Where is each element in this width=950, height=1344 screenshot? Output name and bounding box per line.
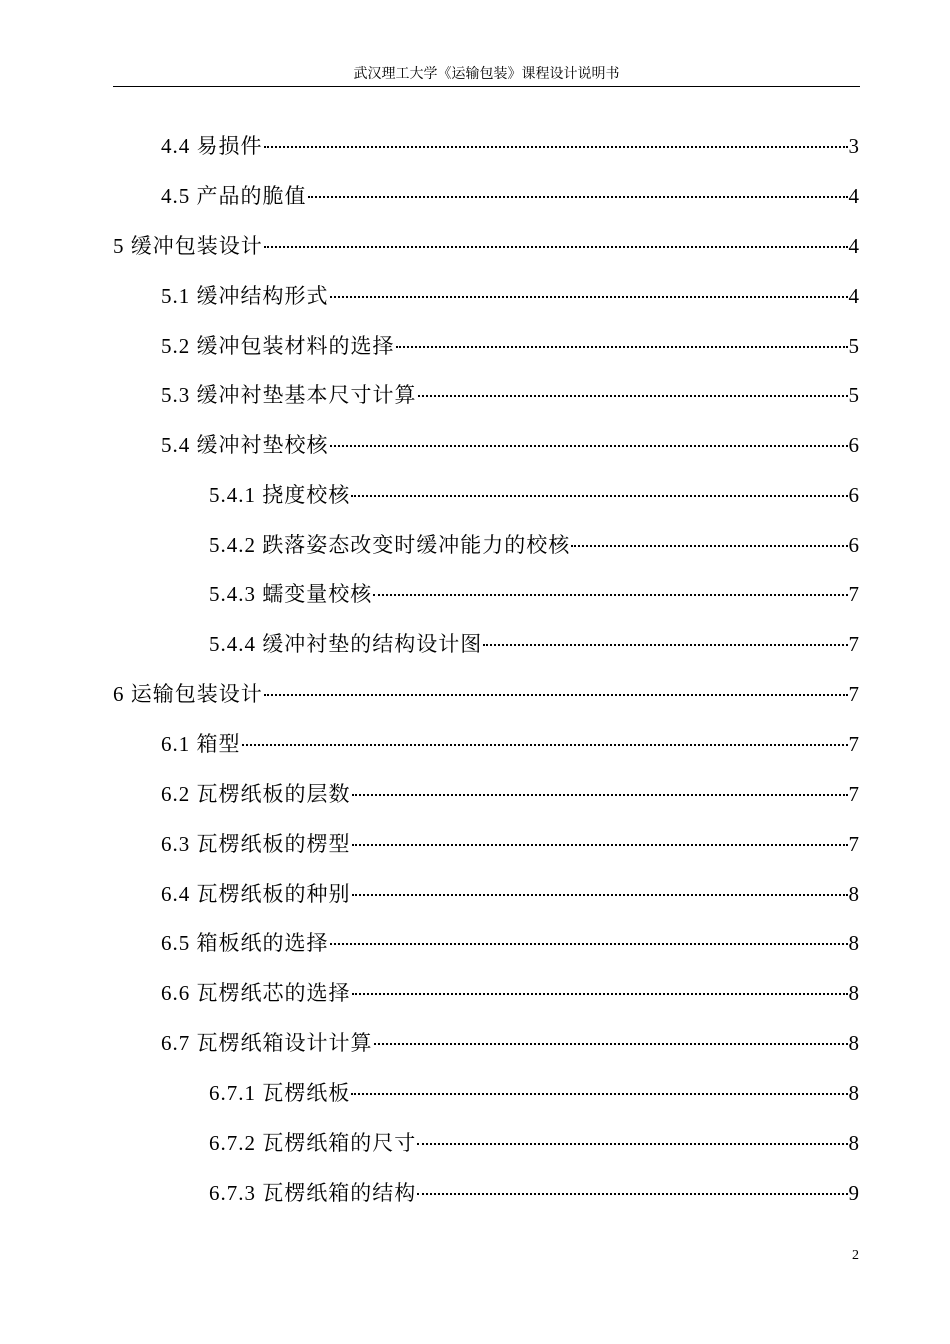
toc-entry-page: 5 <box>848 383 859 407</box>
toc-leader <box>352 794 848 796</box>
toc-entry-page: 8 <box>848 981 859 1005</box>
toc-entry[interactable] <box>209 530 859 560</box>
toc-leader <box>264 246 848 248</box>
page-number: 2 <box>852 1248 859 1263</box>
toc-entry[interactable] <box>161 879 859 909</box>
toc-entry-page: 7 <box>848 732 859 756</box>
toc-entry-label: 6.7.1 瓦楞纸板 <box>209 1081 351 1105</box>
toc-entry-label: 6.7 瓦楞纸箱设计计算 <box>161 1031 373 1055</box>
toc-entry-page: 4 <box>848 184 859 208</box>
toc-entry-label: 6.4 瓦楞纸板的种别 <box>161 882 351 906</box>
toc-entry-page: 8 <box>848 1131 859 1155</box>
toc-leader <box>330 296 848 298</box>
toc-entry-page: 4 <box>848 234 859 258</box>
toc-entry[interactable] <box>209 1078 859 1108</box>
toc-entry-label: 6.1 箱型 <box>161 732 241 756</box>
toc-entry[interactable] <box>161 430 859 460</box>
toc-entry[interactable] <box>161 829 859 859</box>
toc-leader <box>264 146 848 148</box>
toc-entry[interactable] <box>209 1128 859 1158</box>
toc-entry[interactable] <box>161 131 859 161</box>
toc-leader <box>351 1093 847 1095</box>
toc-entry-label: 5.4 缓冲衬垫校核 <box>161 433 329 457</box>
toc-entry-page: 6 <box>848 433 859 457</box>
toc-entry[interactable] <box>161 1028 859 1058</box>
toc-entry-page: 8 <box>848 931 859 955</box>
toc-entry-label: 6.3 瓦楞纸板的楞型 <box>161 832 351 856</box>
toc-entry[interactable] <box>113 231 859 261</box>
toc-entry[interactable] <box>209 629 859 659</box>
toc-leader <box>483 644 847 646</box>
toc-entry[interactable] <box>161 380 859 410</box>
toc-leader <box>374 1043 848 1045</box>
toc-leader <box>417 1193 847 1195</box>
toc-entry-page: 8 <box>848 1081 859 1105</box>
toc-entry-page: 7 <box>848 632 859 656</box>
toc-entry-label: 5.4.4 缓冲衬垫的结构设计图 <box>209 632 483 656</box>
toc-leader <box>330 445 848 447</box>
toc-entry-label: 6.2 瓦楞纸板的层数 <box>161 782 351 806</box>
toc-leader <box>352 993 848 995</box>
toc-entry-label: 5.4.2 跌落姿态改变时缓冲能力的校核 <box>209 533 571 557</box>
toc-leader <box>352 844 848 846</box>
toc-entry[interactable] <box>209 1178 859 1208</box>
toc-entry[interactable] <box>209 579 859 609</box>
toc-leader <box>242 744 848 746</box>
toc-entry-label: 4.4 易损件 <box>161 134 263 158</box>
toc-entry-label: 5.2 缓冲包装材料的选择 <box>161 334 395 358</box>
toc-entry[interactable] <box>113 679 859 709</box>
toc-leader <box>418 395 848 397</box>
toc-leader <box>264 694 848 696</box>
toc-entry-page: 9 <box>848 1181 859 1205</box>
toc-entry-page: 3 <box>848 134 859 158</box>
toc-entry-label: 6.6 瓦楞纸芯的选择 <box>161 981 351 1005</box>
toc-entry-label: 6.7.2 瓦楞纸箱的尺寸 <box>209 1131 417 1155</box>
toc-entry-label: 5.4.3 蠕变量校核 <box>209 582 373 606</box>
header-rule <box>113 86 860 87</box>
toc-entry[interactable] <box>161 779 859 809</box>
toc-entry[interactable] <box>161 181 859 211</box>
toc-leader <box>373 594 847 596</box>
toc-entry-page: 7 <box>848 682 859 706</box>
toc-entry-page: 7 <box>848 582 859 606</box>
toc-entry-page: 6 <box>848 483 859 507</box>
toc-entry-page: 7 <box>848 782 859 806</box>
toc-entry-page: 6 <box>848 533 859 557</box>
toc-entry-page: 8 <box>848 882 859 906</box>
toc-entry[interactable] <box>161 331 859 361</box>
toc-entry[interactable] <box>161 729 859 759</box>
toc-leader <box>308 196 848 198</box>
toc-entry-label: 6.7.3 瓦楞纸箱的结构 <box>209 1181 417 1205</box>
document-header: 武汉理工大学《运输包装》课程设计说明书 <box>353 67 620 82</box>
toc-leader <box>330 943 848 945</box>
toc-entry-label: 5 缓冲包装设计 <box>113 234 263 258</box>
toc-entry-page: 4 <box>848 284 859 308</box>
toc-entry-label: 5.1 缓冲结构形式 <box>161 284 329 308</box>
toc-entry-page: 5 <box>848 334 859 358</box>
toc-leader <box>352 894 848 896</box>
toc-entry-page: 7 <box>848 832 859 856</box>
toc-entry[interactable] <box>209 480 859 510</box>
toc-entry[interactable] <box>161 928 859 958</box>
toc-entry[interactable] <box>161 281 859 311</box>
toc-entry[interactable] <box>161 978 859 1008</box>
toc-entry-label: 6 运输包装设计 <box>113 682 263 706</box>
toc-entry-label: 5.3 缓冲衬垫基本尺寸计算 <box>161 383 417 407</box>
toc-leader <box>396 346 848 348</box>
toc-entry-page: 8 <box>848 1031 859 1055</box>
toc-leader <box>417 1143 847 1145</box>
toc-leader <box>351 495 847 497</box>
toc-entry-label: 5.4.1 挠度校核 <box>209 483 351 507</box>
toc-entry-label: 6.5 箱板纸的选择 <box>161 931 329 955</box>
toc-leader <box>571 545 847 547</box>
toc-entry-label: 4.5 产品的脆值 <box>161 184 307 208</box>
